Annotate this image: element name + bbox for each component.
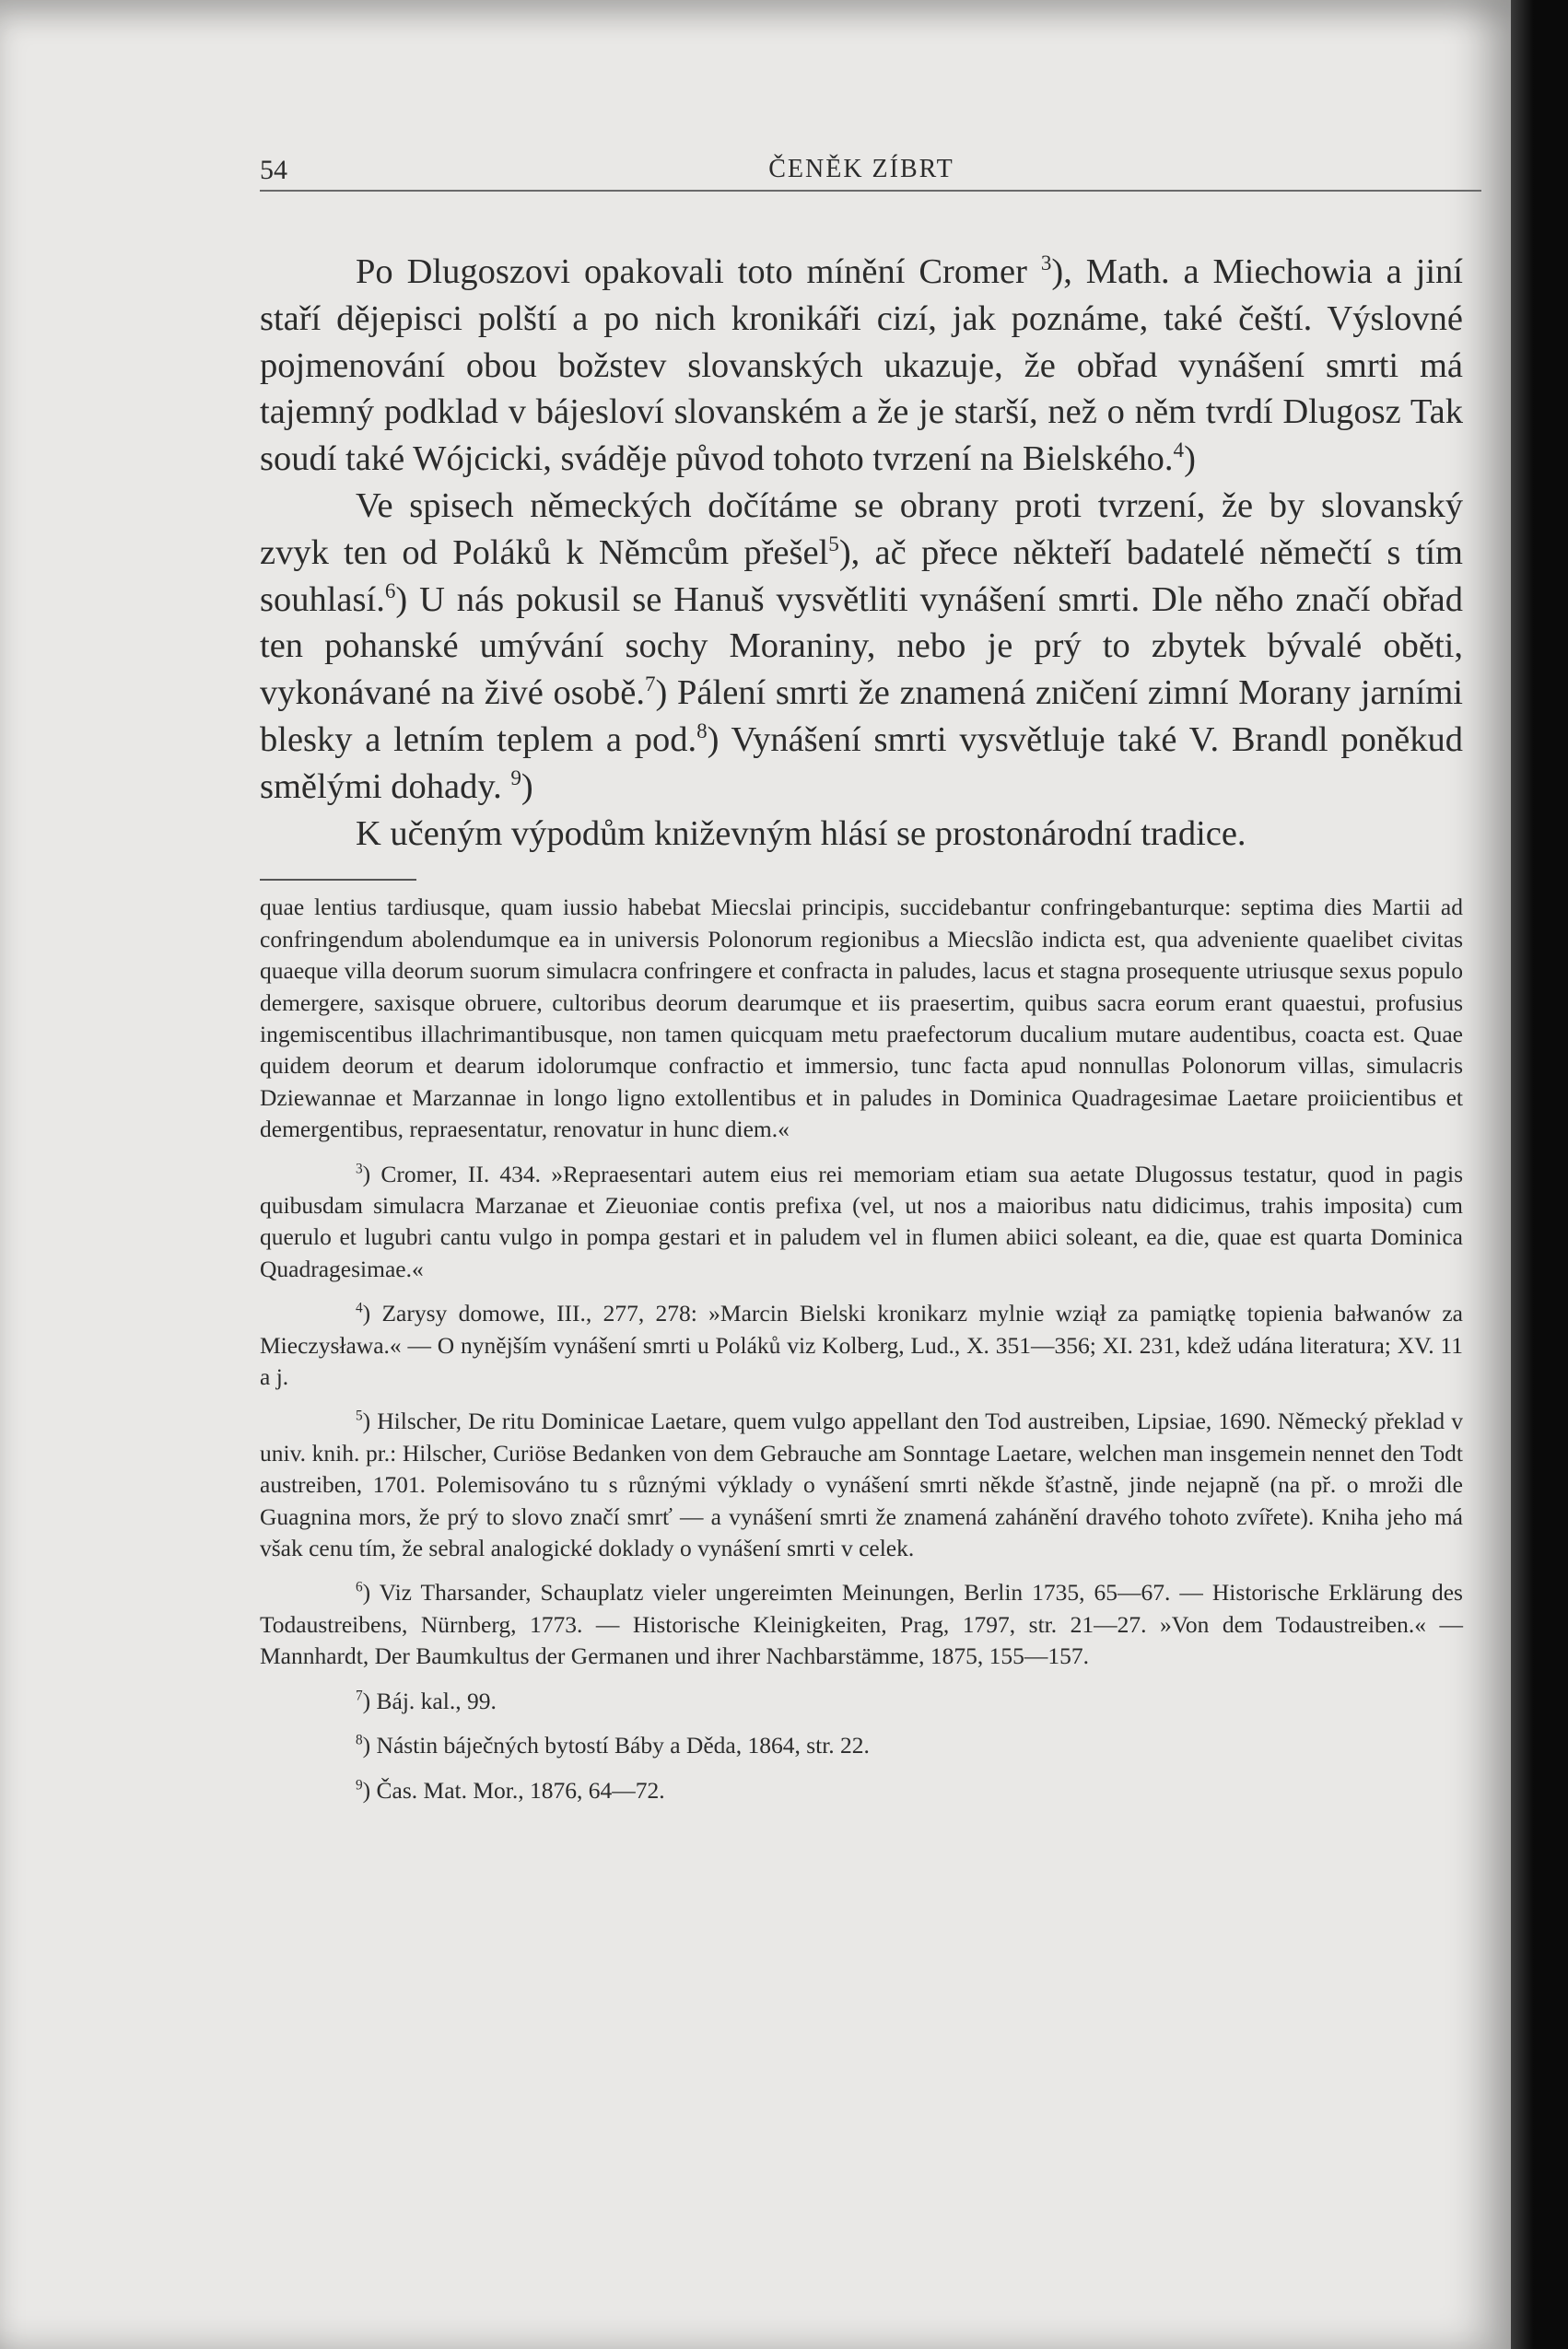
footnote-mark: 7 — [356, 1688, 363, 1704]
page-content — [260, 147, 1463, 1819]
text-run: ) — [1184, 439, 1196, 479]
text-run: ) Pálení smrti že znamená zničení zimní Morany jarními blesky a letním teplem a pod. — [260, 673, 1464, 759]
footnote-mark: 3 — [356, 1161, 363, 1177]
paragraph — [260, 483, 1463, 811]
footnote-ref: 7 — [644, 672, 656, 696]
footnote-ref: 3 — [1040, 251, 1052, 275]
footnote-text: ) Báj. kal., 99. — [362, 1687, 497, 1714]
text-run: ) U nás pokusil se Hanuš vysvětliti vynášení smrti. Dle něho značí obřad ten pohanské umývání sochy Moraniny, nebo je prý to zbytek bývalé oběti, vykonávané na živé osobě. — [260, 579, 1463, 713]
footnote-text: ) Nástin báječných bytostí Báby a Děda, 1864, str. 22. — [362, 1732, 870, 1759]
footnote-7 — [260, 1686, 1463, 1717]
footnote-8 — [260, 1730, 1463, 1761]
text-run: ), Math. a Miechowia a jiní staří dějepisci polští a po nich kronikáři cizí, jak poznáme, také čeští. Výslovné pojmenování obou božstev slovanských ukazuje, že obřad vynášení smrti má tajemný podklad v bájesloví slovanském a že je starší, než o něm tvrdí Dlugosz Tak soudí také Wójcicki, sváděje původ tohoto tvrzení na Bielského. — [260, 252, 1463, 479]
text-run: ), ač přece někteří badatelé němečtí s tím souhlasí. — [260, 532, 1463, 619]
footnote-text: ) Viz Tharsander, Schauplatz vieler ungereimten Meinungen, Berlin 1735, 65—67. — Historische Erklärung des Todaustreibens, Nürnberg, 1773. — Historische Kleinigkeiten, Prag, 1797, str. 21—27. »Von dem Todaustreiben.« — Mannhardt, Der Baumkultus der Germanen und ihrer Nachbarstämme, 1875, 155—157. — [260, 1579, 1463, 1670]
footnote-mark: 4 — [356, 1300, 363, 1316]
paragraph — [260, 249, 1463, 483]
footnote-text: ) Čas. Mat. Mor., 1876, 64—72. — [362, 1776, 665, 1804]
page-header — [260, 147, 1481, 192]
footnote-continuation: quae lentius tardiusque, quam iussio habebat Miecslai principis, succidebantur confringebanturque: septima dies Martii ad confringendum abolendumque ea in universis Polonorum regionibus a Miecslão indicta est, qua adveniente quaelibet civitas quaeque villa deorum suorum simulacra confringere et confracta in paludes, lacus et stagna prosequente utriusque sexus populo demergere, saxisque obruere, cultoribus deorum dearumque et iis praesertim, quibus sacra eorum erant quaestui, profusius ingemiscentibus illachrimantibusque, non tamen quicquam metu praefectorum ducalium mutare audentibus, coacta est. Quae quidem deorum et dearum idolorumque confractio et immersio, tunc facta apud nonnullas Polonorum villas, simulacris Dziewannae et Marzannae in longo ligno extollentibus et in paludes in Dominica Quadragesimae Laetare proiicientibus et demergentibus, repraesentatur, renovatur in hunc diem.« — [260, 894, 1463, 1143]
footnote-ref: 6 — [384, 578, 396, 602]
text-run: Ve spisech německých dočítáme se obrany proti tvrzení, že by slovanský zvyk ten od Poláků k Němcům přešel — [260, 485, 1463, 572]
running-head: ČENĚK ZÍBRT — [768, 155, 954, 183]
footnote-mark: 9 — [356, 1777, 363, 1794]
page-edge-shadow — [1511, 0, 1568, 2349]
footnote-6 — [260, 1577, 1463, 1672]
footnotes — [260, 892, 1463, 1806]
footnote-text: ) Hilscher, De ritu Dominicae Laetare, quem vulgo appellant den Tod austreiben, Lipsiae, 1690. Německý překlad v univ. knih. pr.: Hilscher, Curiöse Bedanken von dem Gebrauche am Sonntage Laetare, welchen man insgemein nennet den Todt austreiben, 1701. Polemisováno tu s různými výklady o vynášení smrti někde šťastně, jinde nejapně (na př. o mroži dle Guagnina mors, že prý to slovo značí smrť — a vynášení smrti že znamená zahánění dravého tohoto zvířete). Kniha jeho má však cenu tím, že sebral analogické doklady o vynášení smrti v celek. — [260, 1408, 1463, 1562]
footnote-ref: 8 — [696, 719, 708, 743]
footnote-mark: 8 — [356, 1732, 363, 1748]
main-text — [260, 249, 1463, 857]
text-run: ) Vynášení smrti vysvětluje také V. Brandl poněkud smělými dohady. — [260, 719, 1463, 806]
footnote-mark: 5 — [356, 1408, 363, 1424]
footnote-5 — [260, 1406, 1463, 1564]
footnote-ref: 5 — [828, 531, 839, 555]
footnote-ref: 4 — [1173, 438, 1185, 462]
text-run: ) — [521, 766, 533, 806]
footnote-mark: 6 — [356, 1579, 363, 1595]
footnote-ref: 9 — [510, 765, 521, 789]
footnote-rule — [260, 879, 416, 881]
paragraph — [260, 811, 1463, 858]
footnote-3 — [260, 1159, 1463, 1286]
footnote-text: ) Cromer, II. 434. »Repraesentari autem eius rei memoriam etiam sua aetate Dlugossus testatur, quod in pagis quibusdam simulacra Marzanae et Zieuoniae contis prefixa (vel, ut nos a maioribus natu didicimus, trahis imposita) cum querulo et lugubri cantu vulgo in pompa gestari et in paludem vel in flumen abiici soleant, ea die, quae est quarta Dominica Quadragesimae.« — [260, 1160, 1463, 1282]
text-run: Po Dlugoszovi opakovali toto mínění Cromer — [356, 252, 1041, 291]
footnote-9 — [260, 1775, 1463, 1806]
footnote-4 — [260, 1298, 1463, 1393]
text-run: K učeným výpodům kniževným hlásí se prostonárodní tradice. — [356, 813, 1246, 853]
page-number: 54 — [260, 155, 287, 185]
footnote-text: ) Zarysy domowe, III., 277, 278: »Marcin Bielski kronikarz mylnie wziął za pamiątkę topienia bałwanów za Mieczysława.« — O nynějším vynášení smrti u Poláků viz Kolberg, Lud., X. 351—356; XI. 231, kdež udána literatura; XV. 11 a j. — [260, 1300, 1463, 1391]
